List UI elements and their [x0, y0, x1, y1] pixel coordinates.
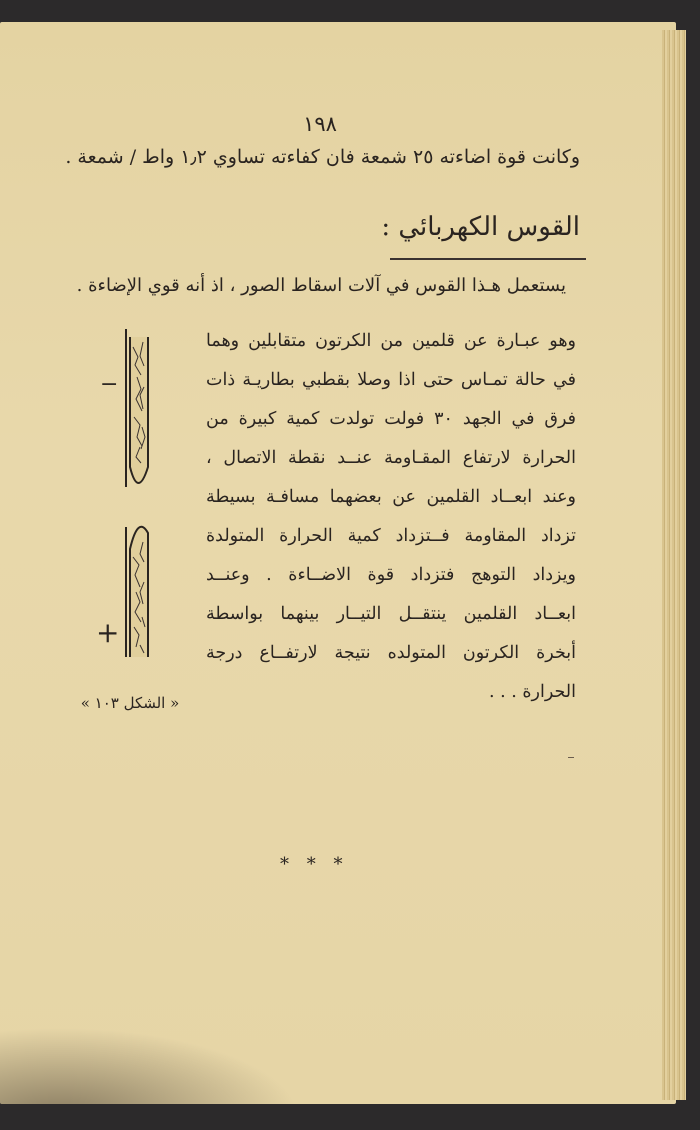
page-number: ١٩٨ — [303, 112, 337, 136]
body-line: أبخرة الكرتون المتولده نتيجة لارتفــاع درجة — [206, 643, 576, 663]
body-line: ويزداد التوهج فتزداد قوة الاضــاءة . وعنــد — [206, 565, 576, 585]
body-line: وعند ابعــاد القلمين عن بعضهما مسافـة بسيطة — [206, 487, 576, 507]
figure-caption: « الشكل ١٠٣ » — [80, 694, 180, 712]
body-line: فرق في الجهد ٣٠ فولت تولدت كمية كبيرة من — [206, 409, 576, 429]
text-line-power: وكانت قوة اضاءته ٢٥ شمعة فان كفاءته تساوي ١٫٢ واط / شمعة . — [65, 146, 580, 168]
book-page — [0, 22, 676, 1104]
body-line: وهو عبـارة عن قلمين من الكرتون متقابلين وهما — [206, 331, 576, 351]
body-line: ابعــاد القلمين ينتقــل التيــار بينهما بواسطة — [206, 604, 576, 624]
body-line: الحرارة . . . — [488, 682, 576, 702]
title-underline — [390, 258, 586, 260]
plus-sign: + — [96, 616, 120, 649]
body-line: تزداد المقاومة فــتزداد كمية الحرارة المتولدة — [206, 526, 576, 546]
small-mark — [568, 757, 574, 758]
body-line: في حالة تمـاس حتى اذا وصلا بقطبي بطاريـة ذات — [206, 370, 576, 390]
upper-carbon-rod — [126, 329, 148, 487]
thumb-shadow — [0, 1027, 300, 1104]
body-line: الحرارة لارتفاع المقـاومة عنــد نقطة الاتصال ، — [206, 448, 576, 468]
minus-sign: − — [100, 372, 119, 397]
page-edge — [662, 30, 686, 1100]
lower-carbon-rod — [126, 527, 148, 657]
section-title: القوس الكهربائي : — [381, 212, 580, 242]
end-asterisks: * * * — [280, 854, 349, 875]
body-paragraph — [206, 322, 576, 712]
intro-line: يستعمل هـذا القوس في آلات اسقاط الصور ، اذ أنه قوي الإضاءة . — [76, 275, 566, 296]
